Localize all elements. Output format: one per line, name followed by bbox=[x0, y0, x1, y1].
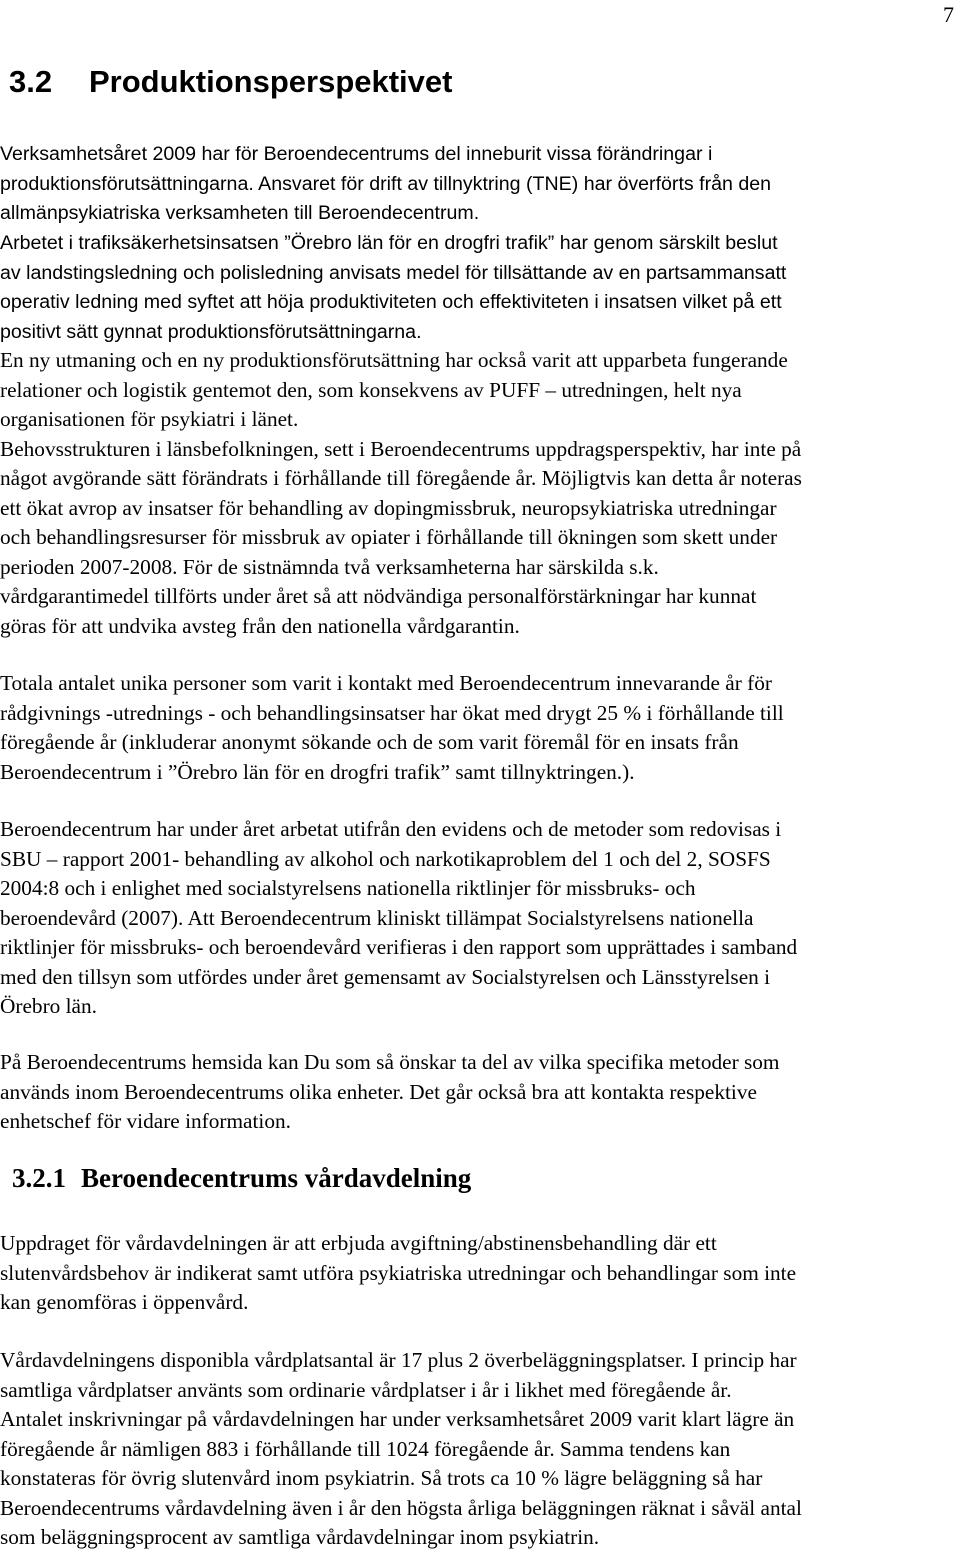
text-line: kan genomföras i öppenvård. bbox=[0, 1290, 249, 1314]
text-line: En ny utmaning och en ny produktionsförutsättning har också varit att upparbeta fungerande bbox=[0, 348, 788, 372]
text-line: Arbetet i trafiksäkerhetsinsatsen ”Örebro län för en drogfri trafik” har genom särskilt beslut bbox=[0, 232, 778, 254]
paragraph-uppdraget bbox=[0, 1229, 960, 1318]
paragraph-verksamhetsaret bbox=[0, 140, 960, 229]
text-line: operativ ledning med syftet att höja produktiviteten och effektiviteten i insatsen vilket på ett bbox=[0, 291, 782, 313]
text-line: föregående år nämligen 883 i förhållande till 1024 föregående år. Samma tendens kan bbox=[0, 1436, 731, 1461]
paragraph-hemsida bbox=[0, 1048, 960, 1137]
text-line: vårdgarantimedel tillförts under året så att nödvändiga personalförstärkningar har kunnat bbox=[0, 584, 757, 608]
text-line: Antalet inskrivningar på vårdavdelningen har under verksamhetsåret 2009 varit klart lägre än bbox=[0, 1407, 795, 1431]
subsection-number: 3.2.1 bbox=[12, 1163, 66, 1193]
text-line: samtliga vårdplatser använts som ordinarie vårdplatser i år i likhet med föregående år. bbox=[0, 1377, 732, 1402]
text-line: allmänpsykiatriska verksamheten till Beroendecentrum. bbox=[0, 202, 480, 224]
text-line: Beroendecentrum har under året arbetat utifrån den evidens och de metoder som redovisas i bbox=[0, 817, 782, 841]
section-title: Produktionsperspektivet bbox=[89, 64, 453, 99]
text-line: riktlinjer för missbruks- och beroendevård verifieras i den rapport som upprättades i samband bbox=[0, 935, 798, 959]
section-heading bbox=[9, 64, 452, 100]
text-line: rådgivnings -utrednings - och behandlingsinsatser har ökat med drygt 25 % i förhållande till bbox=[0, 700, 784, 725]
text-line: av landstingsledning och polisledning anvisats medel för tillsättande av en partsammansatt bbox=[0, 261, 787, 284]
subsection-title: Beroendecentrums vårdavdelning bbox=[81, 1163, 472, 1193]
text-line: slutenvårdsbehov är indikerat samt utföra psykiatriska utredningar och behandlingar som inte bbox=[0, 1260, 797, 1285]
text-line: organisationen för psykiatri i länet. bbox=[0, 407, 299, 431]
text-line: som beläggningsprocent av samtliga vårdavdelningar inom psykiatrin. bbox=[0, 1525, 600, 1549]
section-number: 3.2 bbox=[9, 64, 53, 99]
paragraph-trafiksakerhet bbox=[0, 229, 960, 347]
text-line: Örebro län. bbox=[0, 994, 97, 1018]
text-line: produktionsförutsättningarna. Ansvaret för drift av tillnyktring (TNE) har överförts från den bbox=[0, 172, 772, 195]
page-number: 7 bbox=[943, 2, 954, 27]
paragraph-vardplatser bbox=[0, 1346, 960, 1553]
text-line: enhetschef för vidare information. bbox=[0, 1109, 291, 1133]
text-line: något avgörande sätt förändrats i förhållande till föregående år. Möjligtvis kan detta år noteras bbox=[0, 466, 802, 490]
text-line: göras för att undvika avsteg från den nationella vårdgarantin. bbox=[0, 613, 520, 638]
text-line: relationer och logistik gentemot den, som konsekvens av PUFF – utredningen, helt nya bbox=[0, 377, 742, 402]
subsection-heading bbox=[12, 1163, 471, 1194]
text-line: Beroendecentrums vårdavdelning även i år den högsta årliga beläggningen räknat i såväl antal bbox=[0, 1495, 802, 1520]
text-line: Beroendecentrum i ”Örebro län för en drogfri trafik” samt tillnyktringen.). bbox=[0, 759, 635, 784]
text-line: föregående år (inkluderar anonymt sökande och de som varit föremål för en insats från bbox=[0, 730, 739, 754]
text-line: 2004:8 och i enlighet med socialstyrelsens nationella riktlinjer för missbruks- och bbox=[0, 876, 696, 900]
paragraph-utmaning bbox=[0, 346, 960, 641]
text-line: Uppdraget för vårdavdelningen är att erbjuda avgiftning/abstinensbehandling där ett bbox=[0, 1231, 717, 1255]
text-line: ett ökat avrop av insatser för behandling av dopingmissbruk, neuropsykiatriska utredningar bbox=[0, 495, 777, 520]
text-line: positivt sätt gynnat produktionsförutsättningarna. bbox=[0, 320, 422, 343]
text-line: konstateras för övrig slutenvård inom psykiatrin. Så trots ca 10 % lägre beläggning så har bbox=[0, 1466, 763, 1490]
text-line: Behovsstrukturen i länsbefolkningen, sett i Beroendecentrums uppdragsperspektiv, har inte på bbox=[0, 436, 802, 461]
text-line: beroendevård (2007). Att Beroendecentrum kliniskt tillämpat Socialstyrelsens nationella bbox=[0, 905, 754, 930]
text-line: På Beroendecentrums hemsida kan Du som så önskar ta del av vilka specifika metoder som bbox=[0, 1050, 780, 1074]
text-line: Totala antalet unika personer som varit i kontakt med Beroendecentrum innevarande år för bbox=[0, 671, 773, 695]
text-line: och behandlingsresurser för missbruk av opiater i förhållande till ökningen som skett under bbox=[0, 525, 778, 549]
text-line: perioden 2007-2008. För de sistnämnda två verksamheterna har särskilda s.k. bbox=[0, 554, 659, 579]
text-line: SBU – rapport 2001- behandling av alkohol och narkotikaproblem del 1 och del 2, SOSFS bbox=[0, 846, 771, 871]
text-line: med den tillsyn som utfördes under året gemensamt av Socialstyrelsen och Länsstyrelsen i bbox=[0, 964, 771, 989]
paragraph-totala-antalet bbox=[0, 669, 960, 787]
text-line: används inom Beroendecentrums olika enheter. Det går också bra att kontakta respektive bbox=[0, 1079, 757, 1104]
text-line: Verksamhetsåret 2009 har för Beroendecentrums del inneburit vissa förändringar i bbox=[0, 143, 713, 165]
text-line: Vårdavdelningens disponibla vårdplatsantal är 17 plus 2 överbeläggningsplatser. I princip har bbox=[0, 1348, 797, 1372]
paragraph-evidens bbox=[0, 815, 960, 1022]
